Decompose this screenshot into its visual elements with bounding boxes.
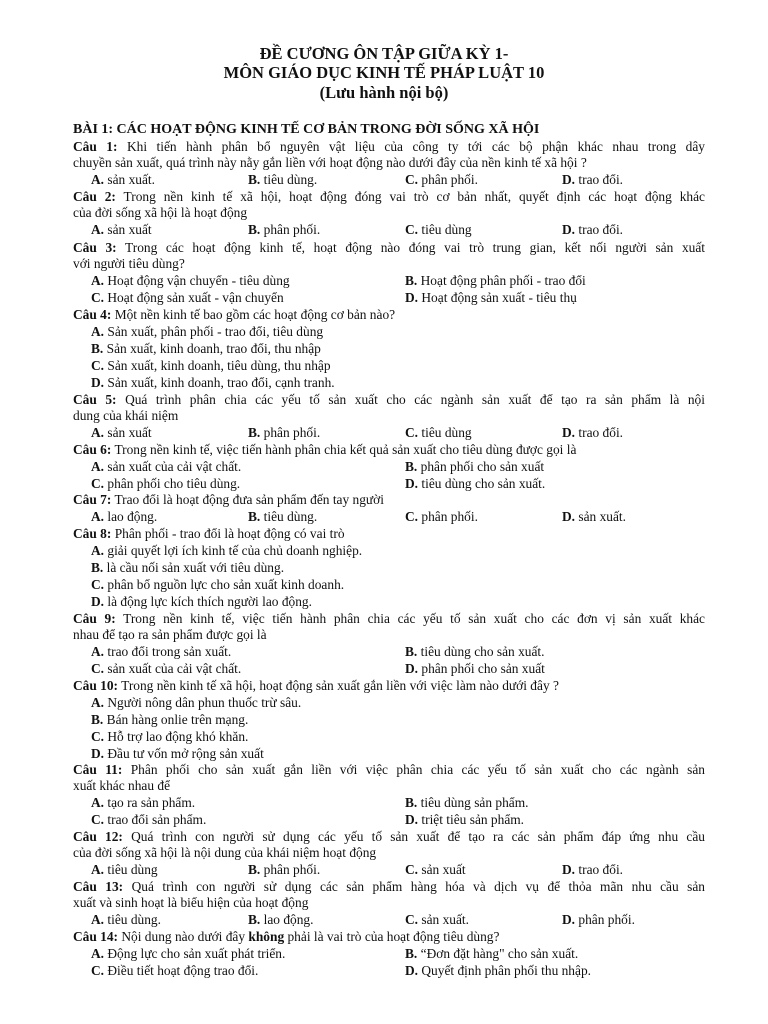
question-label: Câu 7: [73,492,112,507]
question-11-option-d: D. triệt tiêu sản phẩm. [405,812,525,827]
lesson-title: BÀI 1: CÁC HOẠT ĐỘNG KINH TẾ CƠ BẢN TRONG ĐỜI SỐNG XÃ HỘI [73,122,540,137]
question-9-option-c: C. sản xuất của cải vật chất. [91,661,242,676]
question-label: Câu 1: [73,139,118,154]
question-11-option-b: B. tiêu dùng sản phẩm. [405,795,529,810]
question-1-option-c: C. phân phối. [405,172,478,187]
question-4-option-d: D. Sản xuất, kinh doanh, trao đổi, cạnh tranh. [91,375,335,390]
question-2-option-b: B. phân phối. [248,222,321,237]
question-7-option-b: B. tiêu dùng. [248,509,318,524]
question-3-line-1: Câu 3: Trong các hoạt động kinh tế, hoạt động nào đóng vai trò trung gian, kết nối người sản xuất [73,240,706,255]
question-label: Câu 6: [73,442,112,457]
question-1-line-1: Câu 1: Khi tiến hành phân bổ nguyên vật liệu của công ty tới các bộ phận khác nhau trong dây [73,139,705,154]
question-12-option-c: C. sản xuất [405,862,466,877]
question-7-line-1: Câu 7: Trao đổi là hoạt động đưa sản phẩm đến tay người [73,492,384,507]
question-9-option-b: B. tiêu dùng cho sản xuất. [405,644,545,659]
question-4-option-b: B. Sản xuất, kinh doanh, trao đổi, thu nhập [91,341,321,356]
question-14-option-c: C. Điều tiết hoạt động trao đổi. [91,963,259,978]
question-1-option-a: A. sản xuất. [91,172,155,187]
question-label: Câu 2: [73,189,116,204]
question-label: Câu 4: [73,307,112,322]
question-2-line-2: của đời sống xã hội là hoạt động [73,205,248,220]
question-12-option-b: B. phân phối. [248,862,321,877]
question-5-option-b: B. phân phối. [248,425,321,440]
question-13-option-d: D. phân phối. [562,912,635,927]
question-2-option-a: A. sản xuất [91,222,152,237]
question-3-line-2: với người tiêu dùng? [73,256,185,271]
question-9-option-a: A. trao đổi trong sản xuất. [91,644,232,659]
question-4-option-c: C. Sản xuất, kinh doanh, tiêu dùng, thu nhập [91,358,331,373]
question-1-line-2: chuyền sản xuất, quá trình này nằy gắn liền với hoạt động nào dưới đây của nền kinh tế xã hội ? [73,155,587,170]
question-8-line-1: Câu 8: Phân phối - trao đổi là hoạt động có vai trò [73,526,345,541]
question-3-option-d: D. Hoạt động sản xuất - tiêu thụ [405,290,577,305]
question-9-line-1: Câu 9: Trong nền kinh tế, việc tiến hành phân chia các yếu tố sản xuất cho các đơn vị sản xuất khác [73,611,705,626]
document-subtitle: MÔN GIÁO DỤC KINH TẾ PHÁP LUẬT 10 [223,63,545,82]
question-14-option-b: B. “Đơn đặt hàng" cho sản xuất. [405,946,579,961]
question-13-line-2: xuất và sinh hoạt là biểu hiện của hoạt động [73,895,309,910]
question-2-line-1: Câu 2: Trong nền kinh tế xã hội, hoạt động đóng vai trò cơ bản nhất, quyết định các hoạt động khác [73,189,705,204]
question-8-option-b: B. là cầu nối sản xuất với tiêu dùng. [91,560,285,575]
question-7-option-c: C. phân phối. [405,509,478,524]
question-label: Câu 9: [73,611,116,626]
question-7-option-a: A. lao động. [91,509,158,524]
question-6-line-1: Câu 6: Trong nền kinh tế, việc tiến hành phân chia kết quả sản xuất cho tiêu dùng được gọi là [73,442,577,457]
question-10-option-c: C. Hỗ trợ lao động khó khăn. [91,729,249,744]
question-label: Câu 13: [73,879,124,894]
question-3-option-c: C. Hoạt động sản xuất - vận chuyển [91,290,284,305]
question-5-option-d: D. trao đổi. [562,425,624,440]
question-7-option-d: D. sản xuất. [562,509,626,524]
question-6-option-d: D. tiêu dùng cho sản xuất. [405,476,546,491]
question-2-option-c: C. tiêu dùng [405,222,472,237]
emphasis-word: không [248,929,285,944]
question-12-line-2: của đời sống xã hội là nội dung của khái niệm hoạt động [73,845,377,860]
question-9-option-d: D. phân phối cho sản xuất [405,661,545,676]
question-10-option-b: B. Bán hàng onlie trên mạng. [91,712,249,727]
question-label: Câu 12: [73,829,123,844]
question-4-line-1: Câu 4: Một nền kinh tế bao gồm các hoạt động cơ bản nào? [73,307,396,322]
question-14-option-a: A. Động lực cho sản xuất phát triển. [91,946,286,961]
question-13-option-a: A. tiêu dùng. [91,912,161,927]
question-9-line-2: nhau để tạo ra sản phẩm được gọi là [73,627,267,642]
question-12-option-d: D. trao đổi. [562,862,624,877]
question-14-line-1: Câu 14: Nội dung nào dưới đây không phải là vai trò của hoạt động tiêu dùng? [73,929,500,944]
question-12-line-1: Câu 12: Quá trình con người sử dụng các yếu tố sản xuất để tạo ra các sản phẩm đáp ứng nhu cầu [73,829,705,844]
question-3-option-a: A. Hoạt động vận chuyển - tiêu dùng [91,273,290,288]
question-10-option-a: A. Người nông dân phun thuốc trừ sâu. [91,695,302,710]
question-8-option-a: A. giải quyết lợi ích kinh tế của chủ doanh nghiệp. [91,543,363,558]
question-13-option-c: C. sản xuất. [405,912,469,927]
question-11-line-1: Câu 11: Phân phối cho sản xuất gắn liền với việc phân chia các yếu tố sản xuất cho các ngành sản [73,762,705,777]
question-1-option-b: B. tiêu dùng. [248,172,318,187]
question-11-option-a: A. tạo ra sản phẩm. [91,795,196,810]
question-5-option-c: C. tiêu dùng [405,425,472,440]
question-label: Câu 8: [73,526,112,541]
question-11-line-2: xuất khác nhau để [73,778,171,793]
question-13-line-1: Câu 13: Quá trình con người sử dụng các sản phẩm hàng hóa và dịch vụ để thỏa mãn nhu cầu sản [73,879,705,894]
question-4-option-a: A. Sản xuất, phân phối - trao đổi, tiêu dùng [91,324,324,339]
question-5-option-a: A. sản xuất [91,425,152,440]
question-10-line-1: Câu 10: Trong nền kinh tế xã hội, hoạt động sản xuất gắn liền với việc làm nào dưới đây ? [73,678,559,693]
question-8-option-c: C. phân bổ nguồn lực cho sản xuất kinh doanh. [91,577,345,592]
question-6-option-a: A. sản xuất của cải vật chất. [91,459,242,474]
question-3-option-b: B. Hoạt động phân phối - trao đổi [405,273,586,288]
question-6-option-b: B. phân phối cho sản xuất [405,459,545,474]
question-6-option-c: C. phân phối cho tiêu dùng. [91,476,241,491]
question-10-option-d: D. Đầu tư vốn mở rộng sản xuất [91,746,264,761]
question-5-line-2: dung của khái niệm [73,408,179,423]
document-note: (Lưu hành nội bộ) [319,83,449,102]
question-5-line-1: Câu 5: Quá trình phân chia các yếu tố sản xuất cho các ngành sản xuất để tạo ra sản phẩm là nội [73,392,705,407]
document-title: ĐỀ CƯƠNG ÔN TẬP GIỮA KỲ 1- [259,44,509,63]
question-label: Câu 5: [73,392,117,407]
question-label: Câu 3: [73,240,117,255]
question-label: Câu 10: [73,678,119,693]
question-2-option-d: D. trao đổi. [562,222,624,237]
question-14-option-d: D. Quyết định phân phối thu nhập. [405,963,591,978]
question-1-option-d: D. trao đổi. [562,172,624,187]
question-12-option-a: A. tiêu dùng [91,862,158,877]
question-label: Câu 14: [73,929,119,944]
question-11-option-c: C. trao đổi sản phẩm. [91,812,207,827]
question-13-option-b: B. lao động. [248,912,314,927]
question-label: Câu 11: [73,762,123,777]
question-8-option-d: D. là động lực kích thích người lao động. [91,594,312,609]
